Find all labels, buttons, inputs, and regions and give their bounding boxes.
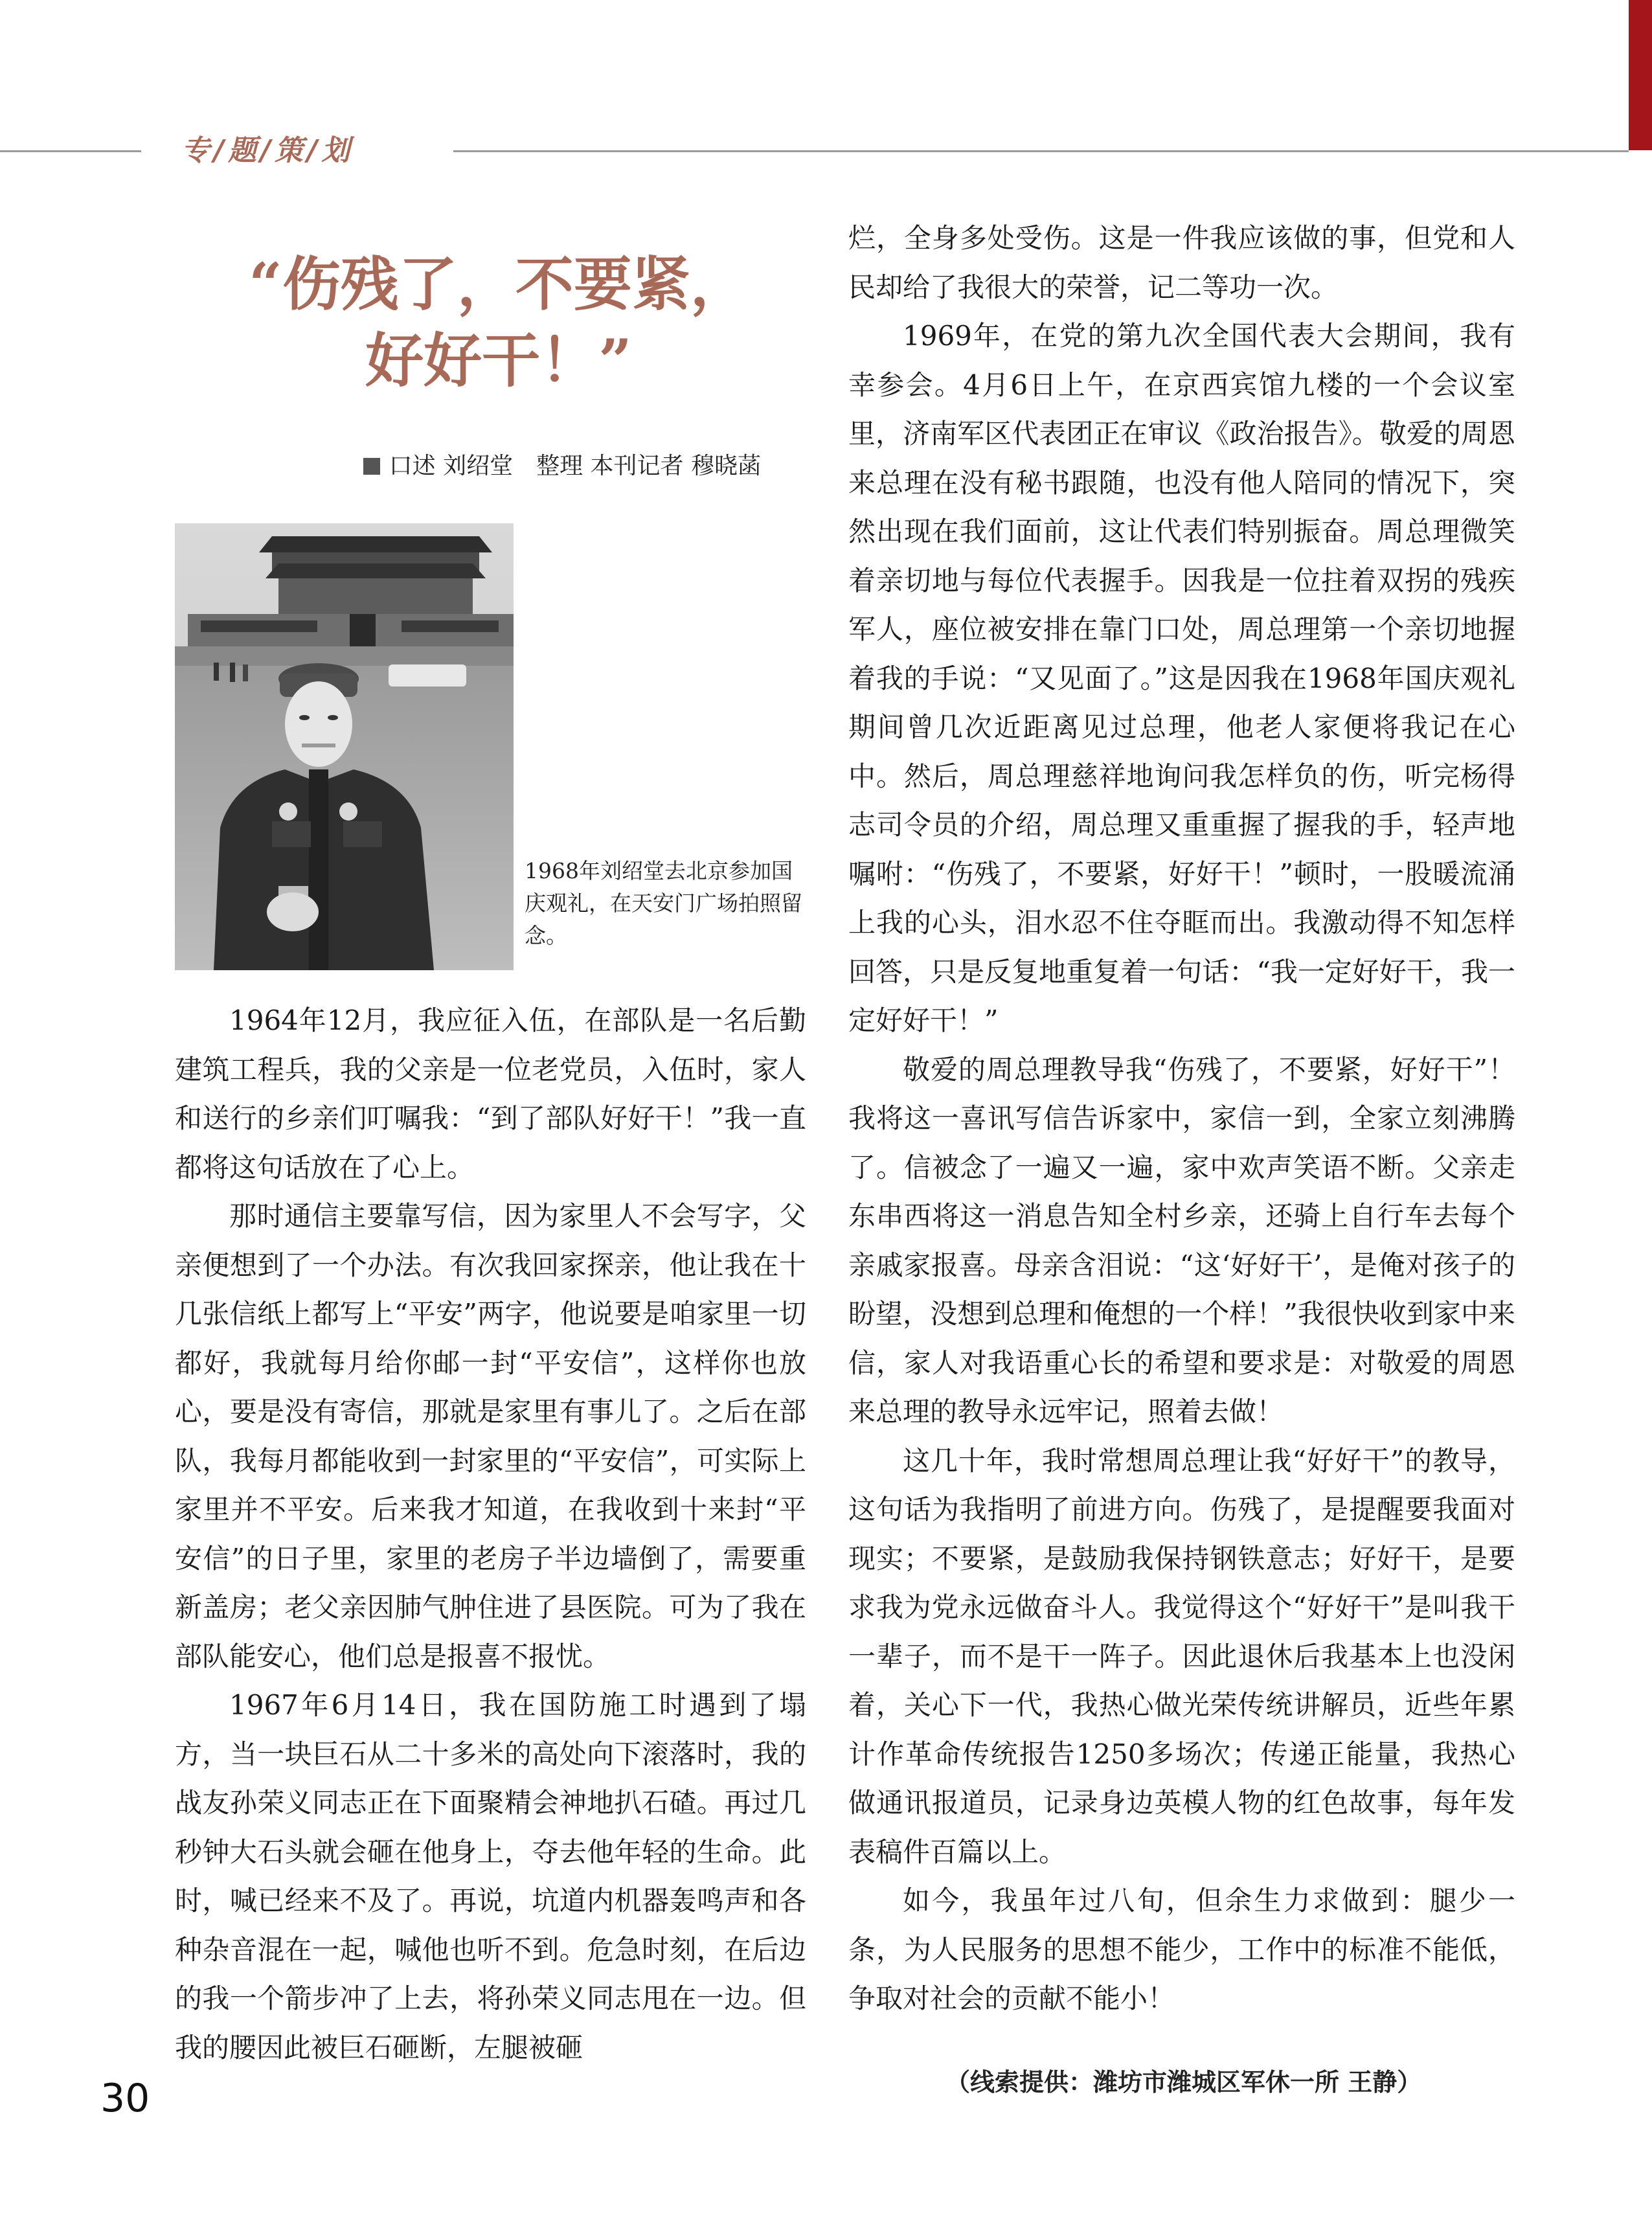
header-rule-left [0, 150, 141, 152]
article-column-left [175, 996, 806, 2072]
article-title [175, 246, 822, 399]
paragraph: 1964年12月，我应征入伍，在部队是一名后勤建筑工程兵，我的父亲是一位老党员，入伍时，家人和送行的乡亲们叮嘱我：“到了部队好好干！”我一直都将这句话放在了心上。 [175, 1005, 806, 1183]
page-number: 30 [100, 2076, 150, 2121]
paragraph: 1969年，在党的第九次全国代表大会期间，我有幸参会。4月6日上午，在京西宾馆九楼的一个会议室里，济南军区代表团正在审议《政治报告》。敬爱的周恩来总理在没有秘书跟随，也没有他人陪同的情况下，突然出现在我们面前，这让代表们特别振奋。周总理微笑着亲切地与每位代表握手。因我是一位拄着双拐的残疾军人，座位被安排在靠门口处，周总理第一个亲切地握着我的手说：“又见面了。”这是因我在1968年国庆观礼期间曾几次近距离见过总理，他老人家便将我记在心中。然后，周总理慈祥地询问我怎样负的伤，听完杨得志司令员的介绍，周总理又重重握了握我的手，轻声地嘱咐：“伤残了，不要紧，好好干！”顿时，一股暖流涌上我的心头，泪水忍不住夺眶而出。我激动得不知怎样回答，只是反复地重复着一句话：“我一定好好干，我一定好好干！” [848, 320, 1515, 1036]
title-line-2: 好好干！” [365, 326, 632, 395]
paragraph: 如今，我虽年过八旬，但余生力求做到：腿少一条，为人民服务的思想不能少，工作中的标准不能低，争取对社会的贡献不能小！ [848, 1885, 1515, 2014]
paragraph: 烂，全身多处受伤。这是一件我应该做的事，但党和人民却给了我很大的荣誉，记二等功一次。 [848, 222, 1515, 303]
paragraph: 那时通信主要靠写信，因为家里人不会写字，父亲便想到了一个办法。有次我回家探亲，他让我在十几张信纸上都写上“平安”两字，他说要是咱家里一切都好，我就每月给你邮一封“平安信”，这样你也放心，要是没有寄信，那就是家里有事儿了。之后在部队，我每月都能收到一封家里的“平安信”，可实际上家里并不平安。后来我才知道，在我收到十来封“平安信”的日子里，家里的老房子半边墙倒了，需要重新盖房；老父亲因肺气肿住进了县医院。可为了我在部队能安心，他们总是报喜不报忧。 [175, 1200, 806, 1672]
paragraph: 1967年6月14日，我在国防施工时遇到了塌方，当一块巨石从二十多米的高处向下滚落时，我的战友孙荣义同志正在下面聚精会神地扒石碴。再过几秒钟大石头就会砸在他身上，夺去他年轻的生命。此时，喊已经来不及了。再说，坑道内机器轰鸣声和各种杂音混在一起，喊他也听不到。危急时刻，在后边的我一个箭步冲了上去，将孙荣义同志甩在一边。但我的腰因此被巨石砸断，左腿被砸 [175, 1689, 806, 2063]
source-credit: （线索提供：潍坊市潍城区军休一所 王静） [945, 2067, 1422, 2096]
photo-image [175, 523, 514, 970]
title-line-1: “伤残了，不要紧， [249, 250, 749, 319]
article-column-right [848, 214, 1515, 2023]
paragraph: 敬爱的周总理教导我“伤残了，不要紧，好好干”！我将这一喜讯写信告诉家中，家信一到，全家立刻沸腾了。信被念了一遍又一遍，家中欢声笑语不断。父亲走东串西将这一消息告知全村乡亲，还骑上自行车去每个亲戚家报喜。母亲含泪说：“这‘好好干’，是俺对孩子的盼望，没想到总理和俺想的一个样！”我很快收到家中来信，家人对我语重心长的希望和要求是：对敬爱的周恩来总理的教导永远牢记，照着去做！ [848, 1053, 1515, 1427]
photo-caption: 1968年刘绍堂去北京参加国庆观礼，在天安门广场拍照留念。 [525, 858, 802, 948]
historical-photo [175, 523, 514, 970]
accent-bar [1629, 0, 1652, 150]
bullet-square-icon [363, 458, 380, 475]
byline [175, 447, 822, 486]
byline-text: 口述 刘绍堂 整理 本刊记者 穆晓菡 [389, 453, 761, 479]
paragraph: 这几十年，我时常想周总理让我“好好干”的教导，这句话为我指明了前进方向。伤残了，是提醒要我面对现实；不要紧，是鼓励我保持钢铁意志；好好干，是要求我为党永远做奋斗人。我觉得这个“好好干”是叫我干一辈子，而不是干一阵子。因此退休后我基本上也没闲着，关心下一代，我热心做光荣传统讲解员，近些年累计作革命传统报告1250多场次；传递正能量，我热心做通讯报道员，记录身边英模人物的红色故事，每年发表稿件百篇以上。 [848, 1444, 1515, 1868]
section-label: 专/题/策/划 [181, 134, 354, 167]
header-rule-right [453, 150, 1629, 152]
